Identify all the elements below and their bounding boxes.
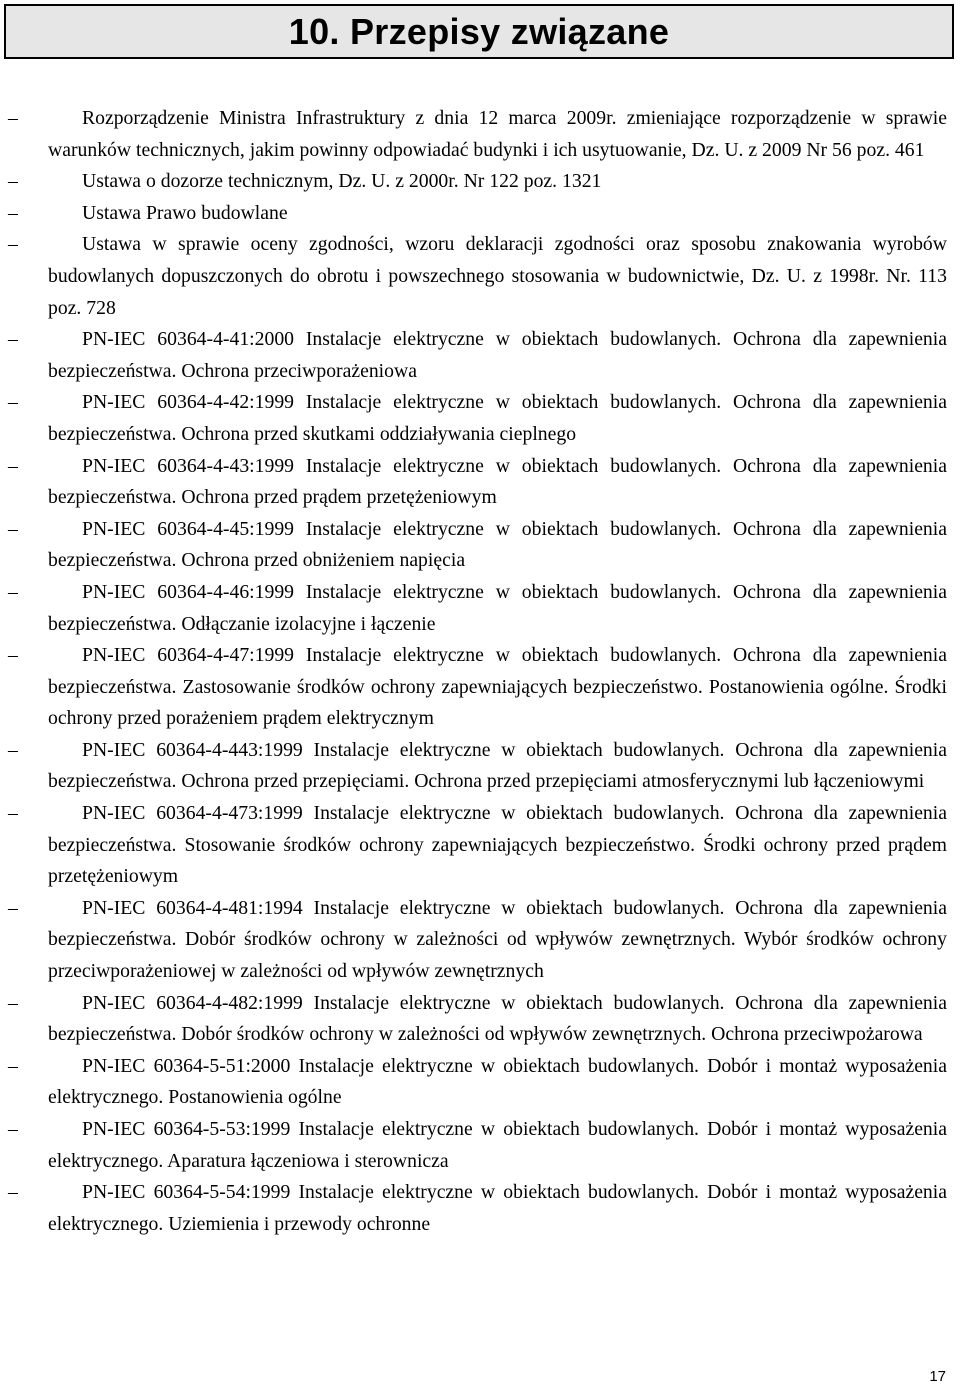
dash-bullet: – — [8, 233, 18, 256]
dash-bullet: – — [8, 517, 18, 540]
dash-bullet: – — [8, 738, 18, 761]
regulation-text: PN-IEC 60364-4-45:1999 Instalacje elektryczne w obiektach budowlanych. Ochrona dla zapewnienia bezpieczeństwa. Ochrona przed obniżeniem napięcia — [48, 517, 947, 572]
regulation-item — [8, 735, 947, 798]
regulation-item — [8, 229, 947, 324]
dash-bullet: – — [8, 1118, 18, 1140]
regulation-item — [8, 198, 947, 230]
regulation-text: PN-IEC 60364-4-46:1999 Instalacje elektryczne w obiektach budowlanych. Ochrona dla zapewnienia bezpieczeństwa. Odłączanie izolacyjne i łączenie — [48, 580, 947, 635]
regulation-item — [8, 1114, 947, 1177]
regulation-item — [8, 988, 947, 1051]
regulation-item — [8, 577, 947, 640]
regulation-item — [8, 324, 947, 387]
section-title: 10. Przepisy związane — [288, 10, 670, 52]
dash-bullet: – — [8, 454, 18, 477]
dash-bullet: – — [8, 644, 18, 667]
regulation-text: PN-IEC 60364-4-482:1999 Instalacje elektryczne w obiektach budowlanych. Ochrona dla zapewnienia bezpieczeństwa. Dobór środków ochrony w zależności od wpływów zewnętrznych. Ochrona przeciwpożarowa — [48, 991, 947, 1046]
regulation-item — [8, 166, 947, 198]
regulation-text: PN-IEC 60364-4-42:1999 Instalacje elektryczne w obiektach budowlanych. Ochrona dla zapewnienia bezpieczeństwa. Ochrona przed skutkami oddziaływania cieplnego — [48, 391, 947, 445]
regulation-item — [8, 1177, 947, 1240]
dash-bullet: – — [8, 802, 18, 825]
regulation-text: PN-IEC 60364-4-41:2000 Instalacje elektryczne w obiektach budowlanych. Ochrona dla zapewnienia bezpieczeństwa. Ochrona przeciwporażeniowa — [48, 328, 947, 382]
regulation-text: PN-IEC 60364-5-51:2000 Instalacje elektryczne w obiektach budowlanych. Dobór i montaż wyposażenia elektrycznego. Postanowienia ogólne — [48, 1054, 947, 1109]
regulation-text: PN-IEC 60364-5-54:1999 Instalacje elektryczne w obiektach budowlanych. Dobór i montaż wyposażenia elektrycznego. Uziemienia i przewody ochronne — [48, 1181, 947, 1235]
regulation-item — [8, 451, 947, 514]
regulation-item — [8, 798, 947, 893]
regulation-text: Ustawa w sprawie oceny zgodności, wzoru deklaracji zgodności oraz sposobu znakowania wyrobów budowlanych dopuszczonych do obrotu i powszechnego stosowania w budownictwie, Dz. U. z 1998r. Nr. 113 poz. 728 — [48, 233, 947, 319]
dash-bullet: – — [8, 391, 18, 414]
regulation-text: Rozporządzenie Ministra Infrastruktury z dnia 12 marca 2009r. zmieniające rozporządzenie w sprawie warunków technicznych, jakim powinny odpowiadać budynki i ich usytuowanie, Dz. U. z 2009 Nr 56 poz. 461 — [48, 107, 947, 161]
regulation-item — [8, 640, 947, 735]
dash-bullet: – — [8, 107, 18, 129]
regulation-text: PN-IEC 60364-5-53:1999 Instalacje elektryczne w obiektach budowlanych. Dobór i montaż wyposażenia elektrycznego. Aparatura łączeniowa i sterownicza — [48, 1118, 947, 1172]
section-heading-box — [4, 4, 954, 59]
dash-bullet: – — [8, 991, 18, 1014]
regulation-item — [8, 514, 947, 577]
regulation-item — [8, 893, 947, 988]
regulation-text: PN-IEC 60364-4-43:1999 Instalacje elektryczne w obiektach budowlanych. Ochrona dla zapewnienia bezpieczeństwa. Ochrona przed prądem przetężeniowym — [48, 454, 947, 509]
regulation-text: Ustawa o dozorze technicznym, Dz. U. z 2000r. Nr 122 poz. 1321 — [82, 170, 602, 193]
regulation-text: PN-IEC 60364-4-481:1994 Instalacje elektryczne w obiektach budowlanych. Ochrona dla zapewnienia bezpieczeństwa. Dobór środków ochrony w zależności od wpływów zewnętrznych. Wybór środków ochrony przeciwporażeniowej w zależności od wpływów zewnętrznych — [48, 896, 947, 983]
regulation-text: PN-IEC 60364-4-443:1999 Instalacje elektryczne w obiektach budowlanych. Ochrona dla zapewnienia bezpieczeństwa. Ochrona przed przepięciami. Ochrona przed przepięciami atmosferycznymi lub łączeniowymi — [48, 738, 947, 793]
page-number: 17 — [929, 1368, 946, 1385]
regulations-list — [8, 103, 947, 1240]
dash-bullet: – — [8, 580, 18, 603]
dash-bullet: – — [8, 1054, 18, 1077]
dash-bullet: – — [8, 328, 18, 351]
dash-bullet: – — [8, 170, 18, 193]
regulation-text: PN-IEC 60364-4-473:1999 Instalacje elektryczne w obiektach budowlanych. Ochrona dla zapewnienia bezpieczeństwa. Stosowanie środków ochrony zapewniających bezpieczeństwo. Środki ochrony przed prądem przetężeniowym — [48, 802, 947, 888]
regulation-text: Ustawa Prawo budowlane — [82, 201, 288, 224]
dash-bullet: – — [8, 896, 18, 919]
regulation-item — [8, 103, 947, 166]
dash-bullet: – — [8, 1181, 18, 1204]
dash-bullet: – — [8, 201, 18, 224]
regulation-item — [8, 1051, 947, 1114]
regulation-text: PN-IEC 60364-4-47:1999 Instalacje elektryczne w obiektach budowlanych. Ochrona dla zapewnienia bezpieczeństwa. Zastosowanie środków ochrony zapewniających bezpieczeństwo. Postanowienia ogólne. Środki ochrony przed porażeniem prądem elektrycznym — [48, 644, 947, 730]
regulation-item — [8, 387, 947, 450]
